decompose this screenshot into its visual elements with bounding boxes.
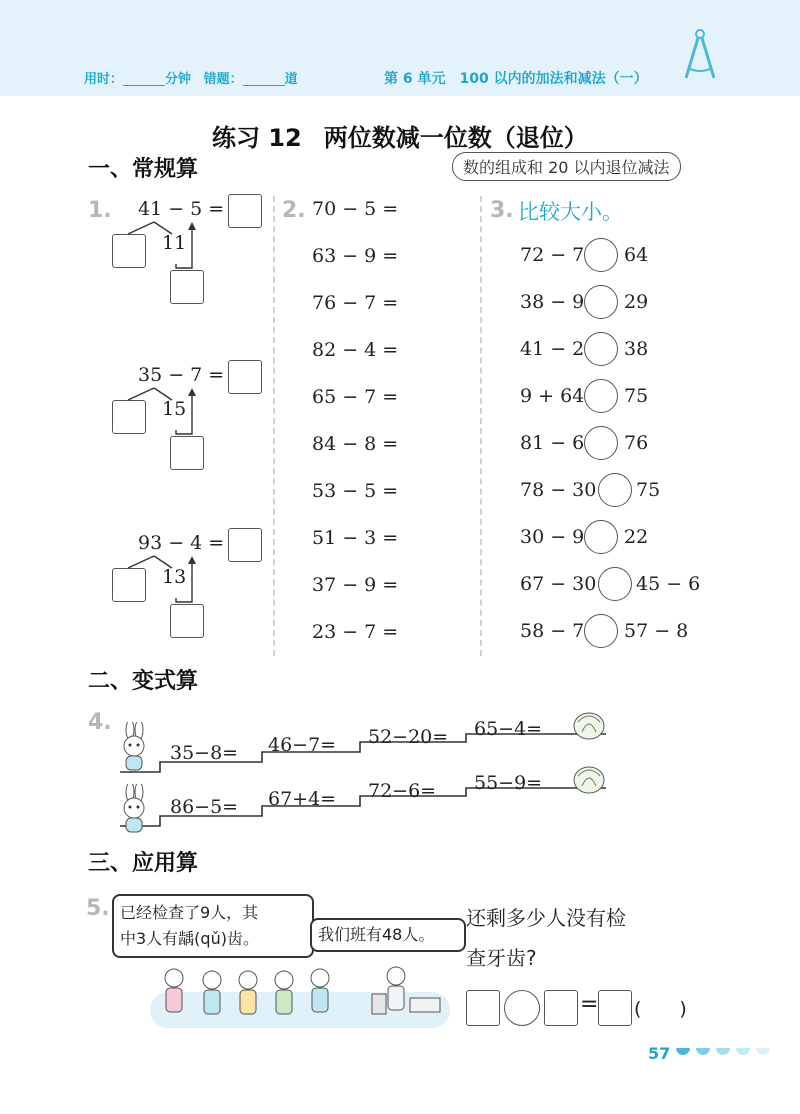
children-illustration-icon [156, 958, 456, 1030]
q3-left: 81 − 6 [520, 432, 585, 454]
q4-row2-expression: 67+4= [268, 788, 337, 810]
q1-expression: 35 − 7 = [138, 364, 225, 386]
q3-left: 72 − 7 [520, 244, 585, 266]
bubble1-line1: 已经检查了9人，其 [120, 903, 259, 922]
q1-decompose-lines [120, 220, 210, 280]
q4-row2-expression: 72−6= [368, 780, 437, 802]
q5-number: 5. [86, 896, 110, 921]
answer-box-2[interactable] [544, 990, 578, 1026]
q1-decompose-lines [120, 386, 210, 446]
q2-expression: 23 − 7 = [312, 621, 399, 643]
q2-expression: 65 − 7 = [312, 386, 399, 408]
q3-right: 76 [624, 432, 649, 454]
q2-expression: 70 − 5 = [312, 198, 399, 220]
divider-1 [273, 196, 275, 656]
q3-right: 22 [624, 526, 649, 548]
section-one-heading: 一、常规算 [88, 157, 199, 182]
q3-compare-circle[interactable] [584, 520, 618, 554]
q3-right: 75 [636, 479, 661, 501]
q3-compare-circle[interactable] [598, 473, 632, 507]
q2-expression: 84 − 8 = [312, 433, 399, 455]
q3-left: 30 − 9 [520, 526, 585, 548]
unit-title: 第 6 单元 100 以内的加法和减法（一） [384, 71, 648, 87]
question-line2: 查牙齿? [466, 946, 537, 970]
bubble1-line2: 中3人有龋(qǔ)齿。 [120, 929, 259, 948]
q3-right: 64 [624, 244, 649, 266]
q3-compare-circle[interactable] [584, 379, 618, 413]
q3-compare-circle[interactable] [598, 567, 632, 601]
q3-left: 58 − 7 [520, 620, 585, 642]
q2-expression: 37 − 9 = [312, 574, 399, 596]
q2-expression: 53 − 5 = [312, 480, 399, 502]
q3-label: 比较大小。 [518, 200, 623, 224]
q2-expression: 63 − 9 = [312, 245, 399, 267]
q3-compare-circle[interactable] [584, 332, 618, 366]
q3-left: 41 − 2 [520, 338, 585, 360]
page-number: 57 [648, 1044, 671, 1063]
time-field [84, 68, 298, 87]
q1-expression: 41 − 5 = [138, 198, 225, 220]
cabbage-icon-2 [570, 760, 608, 796]
q3-left: 38 − 9 [520, 291, 585, 313]
q3-compare-circle[interactable] [584, 614, 618, 648]
section-two-heading: 二、变式算 [88, 669, 199, 694]
rabbit-icon [112, 722, 156, 774]
answer-box-result[interactable] [598, 990, 632, 1026]
rabbit-icon-2 [112, 784, 156, 836]
q4-row1-expression: 52−20= [368, 726, 449, 748]
q1-split-number: 15 [162, 398, 187, 420]
q2-number: 2. [282, 198, 306, 223]
errors-unit: 道 [284, 72, 298, 87]
q3-right: 45 − 6 [636, 573, 701, 595]
q5-question [466, 898, 626, 978]
time-blank[interactable] [123, 73, 165, 86]
q4-row2-expression: 86−5= [170, 796, 239, 818]
speech-bubble-doctor [112, 894, 314, 958]
equals-sign: = [580, 992, 599, 1017]
speech-bubble-class: 我们班有48人。 [310, 918, 466, 952]
header-scallop [0, 88, 800, 100]
errors-label: 错题： [203, 72, 243, 87]
q3-left: 78 − 30 [520, 479, 597, 501]
page-title [212, 118, 588, 153]
page-dots-icon [674, 1046, 786, 1062]
lesson-topic: 两位数减一位数（退位） [323, 124, 588, 152]
q1-answer-box[interactable] [228, 528, 262, 562]
q1-expression: 93 − 4 = [138, 532, 225, 554]
lesson-number: 练习 12 [212, 124, 302, 152]
q3-compare-circle[interactable] [584, 238, 618, 272]
q1-answer-box[interactable] [228, 194, 262, 228]
time-unit: 分钟 [165, 72, 192, 87]
q1-number: 1. [88, 198, 112, 223]
q3-right: 38 [624, 338, 649, 360]
q4-row1-expression: 35−8= [170, 742, 239, 764]
q2-expression: 51 − 3 = [312, 527, 399, 549]
answer-box-1[interactable] [466, 990, 500, 1026]
q4-number: 4. [88, 710, 112, 735]
q2-expression: 82 − 4 = [312, 339, 399, 361]
divider-2 [480, 196, 482, 656]
q3-number: 3. [490, 198, 514, 223]
q3-compare-circle[interactable] [584, 285, 618, 319]
unit-paren: ( ) [634, 998, 687, 1020]
cabbage-icon [570, 706, 608, 742]
q1-split-number: 13 [162, 566, 187, 588]
tip-box: 数的组成和 20 以内退位减法 [452, 152, 681, 181]
q4-row2-expression: 55−9= [474, 772, 543, 794]
q3-right: 75 [624, 385, 649, 407]
section-three-heading: 三、应用算 [88, 851, 199, 876]
q3-right: 29 [624, 291, 649, 313]
q2-expression: 76 − 7 = [312, 292, 399, 314]
question-line1: 还剩多少人没有检 [466, 906, 626, 930]
q1-decompose-lines [120, 554, 210, 614]
q1-split-number: 11 [162, 232, 187, 254]
errors-blank[interactable] [243, 73, 285, 86]
time-label: 用时： [84, 72, 124, 87]
q3-left: 67 − 30 [520, 573, 597, 595]
answer-operator-circle[interactable] [504, 990, 540, 1026]
q1-answer-box[interactable] [228, 360, 262, 394]
compass-icon [678, 26, 728, 84]
q3-left: 9 + 64 [520, 385, 585, 407]
q4-row1-expression: 46−7= [268, 734, 337, 756]
q3-compare-circle[interactable] [584, 426, 618, 460]
q3-right: 57 − 8 [624, 620, 689, 642]
q4-row1-expression: 65−4= [474, 718, 543, 740]
